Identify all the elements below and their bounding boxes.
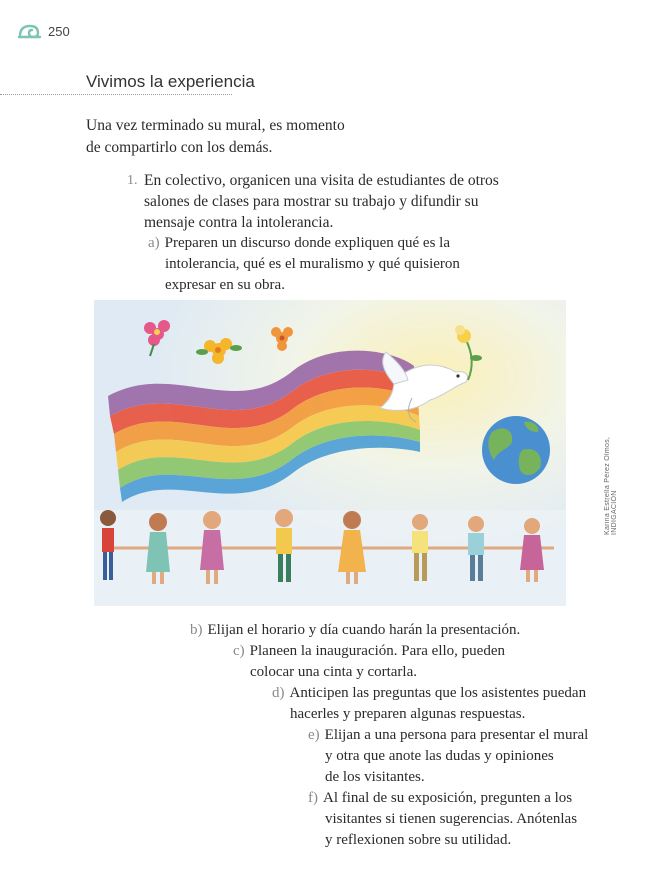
sub-line: Al final de su exposición, pregunten a los xyxy=(323,790,573,806)
title-divider xyxy=(0,94,232,95)
item-number: 1. xyxy=(127,173,138,188)
snail-icon xyxy=(18,22,42,40)
intro-paragraph xyxy=(86,115,386,159)
sub-label: c) xyxy=(233,643,245,659)
page-number: 250 xyxy=(48,23,70,39)
sub-line: Anticipen las preguntas que los asistentes puedan xyxy=(289,685,587,701)
sub-line: de los visitantes. xyxy=(325,769,425,785)
illustration-credit: Karina Estrella Pérez Olmos, INDIGACIÓN xyxy=(604,436,618,535)
item-line: En colectivo, organicen una visita de estudiantes de otros xyxy=(144,172,499,189)
mural-illustration xyxy=(94,300,566,606)
sub-line: Elijan a una persona para presentar el mural xyxy=(324,727,589,743)
page-header xyxy=(18,22,70,40)
item-line: mensaje contra la intolerancia. xyxy=(144,214,334,231)
sub-line: colocar una cinta y cortarla. xyxy=(250,664,417,680)
sub-label: d) xyxy=(272,685,285,701)
sub-line: Planeen la inauguración. Para ello, pueden xyxy=(249,643,505,659)
sub-label: e) xyxy=(308,727,320,743)
sub-line: Elijan el horario y día cuando harán la presentación. xyxy=(207,622,521,638)
intro-line: Una vez terminado su mural, es momento xyxy=(86,117,345,134)
sub-label: a) xyxy=(148,235,160,251)
sub-line: y otra que anote las dudas y opiniones xyxy=(325,748,554,764)
sub-label: f) xyxy=(308,790,318,806)
sub-item-c xyxy=(233,641,553,683)
intro-line: de compartirlo con los demás. xyxy=(86,139,273,156)
sub-item-b xyxy=(190,620,590,641)
activity-item-1 xyxy=(127,170,507,233)
sub-line: intolerancia, qué es el muralismo y qué quisieron xyxy=(165,256,460,272)
earth-icon xyxy=(482,416,550,484)
sub-item-e xyxy=(308,725,608,788)
item-line: salones de clases para mostrar su trabajo y difundir su xyxy=(144,193,479,210)
sub-item-f xyxy=(308,788,608,851)
sub-label: b) xyxy=(190,622,203,638)
sub-line: visitantes si tienen sugerencias. Anótenlas xyxy=(325,811,578,827)
sub-item-d xyxy=(272,683,602,725)
sub-line: Preparen un discurso donde expliquen qué es la xyxy=(164,235,450,251)
sub-line: y reflexionen sobre su utilidad. xyxy=(325,832,512,848)
sub-item-a xyxy=(148,233,508,296)
section-title: Vivimos la experiencia xyxy=(86,72,255,91)
sub-line: hacerles y preparen algunas respuestas. xyxy=(290,706,526,722)
sub-line: expresar en su obra. xyxy=(165,277,285,293)
